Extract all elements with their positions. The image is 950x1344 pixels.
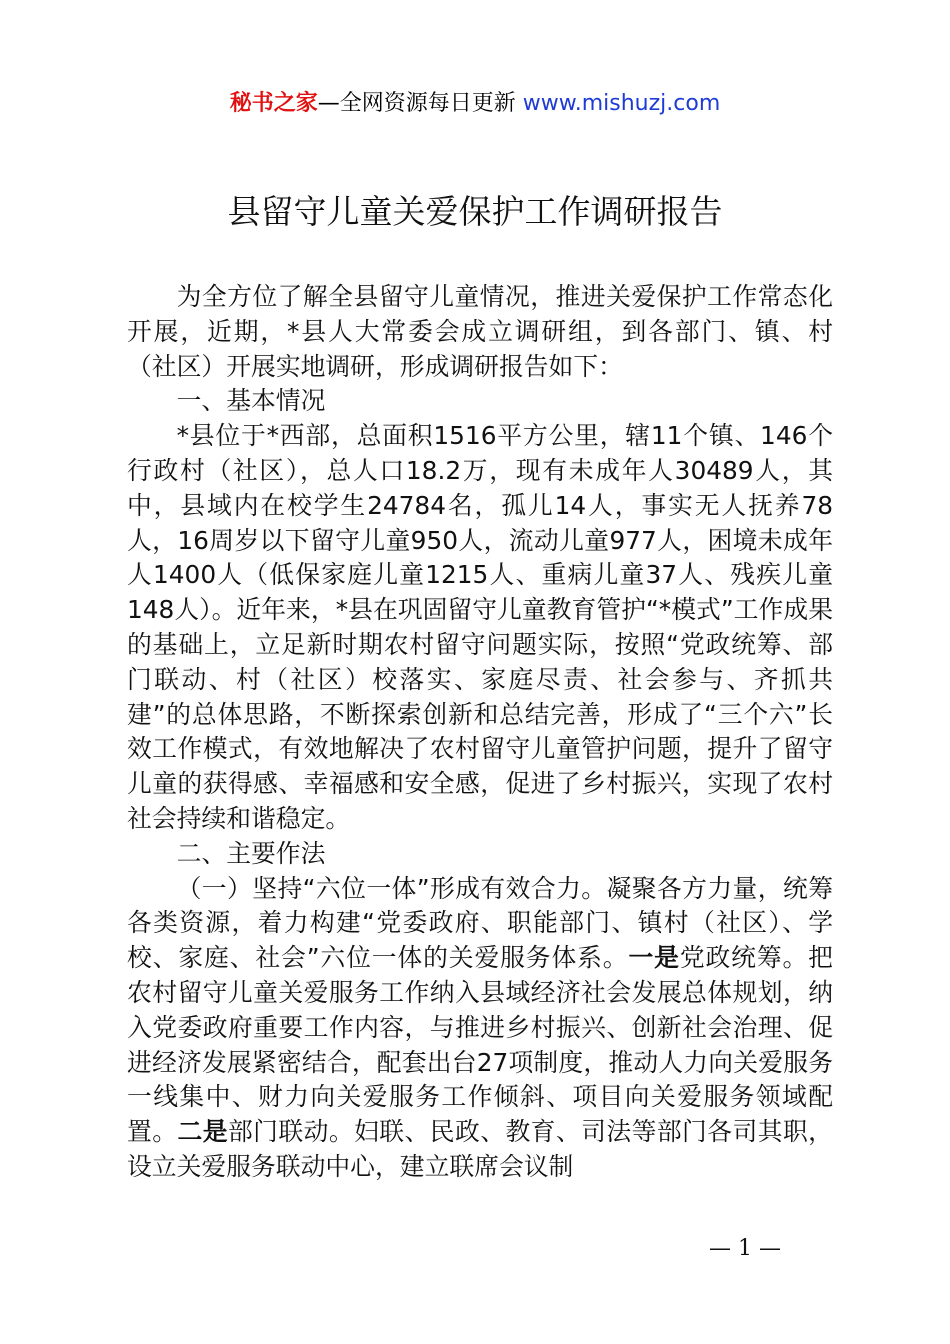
header-tagline: 全网资源每日更新 (339, 91, 516, 116)
section-heading-practices: 二、主要作法 (176, 838, 326, 868)
basic-situation-paragraph: *县位于*西部，总面积1516平方公里，辖11个镇、146个行政村（社区），总人口18.2万，现有未成年人30489人，其中，县域内在校学生24784名，孤儿14人，事实无人抚养78人，16周岁以下留守儿童950人，流动儿童977人，困境未成年人1400人（低保家庭儿童1215人、重病儿童37人、残疾儿童148人）。近年来，*县在巩固留守儿童教育管护“*模式”工作成果的基础上，立足新时期农村留守问题实际，按照“党政统筹、部门联动、村（社区）校落实、家庭尽责、社会参与、齐抓共建”的总体思路，不断探索创新和总结完善，形成了“三个六”长效工作模式，有效地解决了农村留守儿童管护问题，提升了留守儿童的获得感、幸福感和安全感，促进了乡村振兴，实现了农村社会持续和谐稳定。 (127, 421, 833, 833)
document-title: 县留守儿童关爱保护工作调研报告 (227, 192, 723, 231)
practices-paragraph (127, 872, 833, 1185)
practices-text-2: 党政统筹。把农村留守儿童关爱服务工作纳入县域经济社会发展总体规划，纳入党委政府重要工作内容，与推进乡村振兴、创新社会治理、促进经济发展紧密结合，配套出台27项制度，推动人力向关爱服务一线集中、财力向关爱服务工作倾斜、项目向关爱服务领域配置。 (127, 943, 833, 1147)
practices-text-3: 部门联动。妇联、民政、教育、司法等部门各司其职，设立关爱服务联动中心，建立联席会议制 (127, 1117, 833, 1181)
bold-marker-first: 一是 (628, 943, 680, 973)
page-number: — 1 — (709, 1236, 781, 1261)
brand-name: 秘书之家 (229, 91, 318, 116)
document-body (127, 280, 833, 1185)
intro-paragraph: 为全方位了解全县留守儿童情况，推进关爱保护工作常态化开展，近期，*县人大常委会成立调研组，到各部门、镇、村（社区）开展实地调研，形成调研报告如下： (127, 282, 833, 381)
site-url-link[interactable]: www.mishuzj.com (522, 91, 721, 116)
practices-text-1: （一）坚持“六位一体”形成有效合力。凝聚各方力量，统筹各类资源，着力构建“党委政府、职能部门、镇村（社区）、学校、家庭、社会”六位一体的关爱服务体系。 (127, 873, 833, 973)
bold-marker-second: 二是 (177, 1117, 228, 1147)
site-header (0, 88, 950, 120)
header-separator: — (317, 91, 340, 116)
section-heading-basic: 一、基本情况 (176, 386, 326, 416)
